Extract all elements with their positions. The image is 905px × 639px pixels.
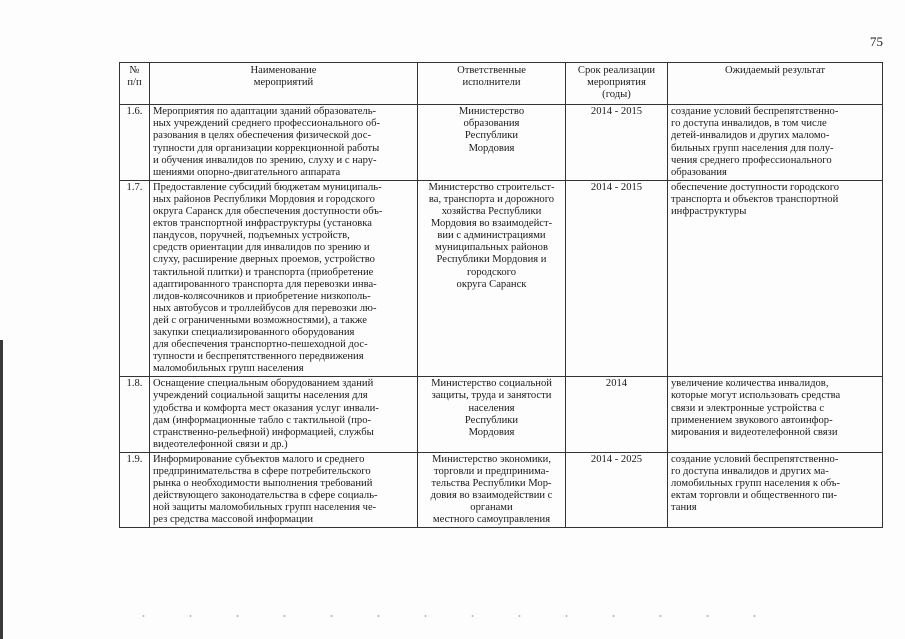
expected-result: обеспечение доступности городского транспорта и объектов транспортной инфраструктуры bbox=[668, 180, 883, 377]
header-term: Срок реализации мероприятия (годы) bbox=[566, 63, 668, 105]
expected-result: создание условий беспрепятственно- го доступа инвалидов и других ма- ломобильных групп населения к объ- ектам торговли и общественного пи- тания bbox=[668, 452, 883, 528]
table-row bbox=[120, 105, 883, 181]
row-number: 1.6. bbox=[120, 105, 150, 181]
measure-name: Оснащение специальным оборудованием зданий учреждений социальной защиты населения для удобства и комфорта мест оказания услуг инвали- дам (информационные табло с тактильной (про- странственно-рельефной) информацией, службы видеотелефонной связи и др.) bbox=[150, 377, 418, 453]
responsible-executor: Министерство строительст- ва, транспорта и дорожного хозяйства Республики Мордовия во взаимодейст- вии с администрациями муниципальных районов Республики Мордовия и городского округа Саранск bbox=[418, 180, 566, 377]
responsible-executor: Министерство образования Республики Мордовия bbox=[418, 105, 566, 181]
implementation-term: 2014 - 2025 bbox=[566, 452, 668, 528]
measure-name: Мероприятия по адаптации зданий образователь- ных учреждений среднего профессионального об- разования в целях обеспечения физической дос- тупности для организации коррекционной работы и обучения инвалидов по зрению, слуху и с нару- шениями опорно-двигательного аппарата bbox=[150, 105, 418, 181]
row-number: 1.9. bbox=[120, 452, 150, 528]
header-name: Наименование мероприятий bbox=[150, 63, 418, 105]
responsible-executor: Министерство экономики, торговли и предпринима- тельства Республики Мор- довия во взаимодействии с органами местного самоуправления bbox=[418, 452, 566, 528]
header-responsible: Ответственные исполнители bbox=[418, 63, 566, 105]
implementation-term: 2014 - 2015 bbox=[566, 105, 668, 181]
scan-edge-bar bbox=[0, 340, 3, 639]
expected-result: увеличение количества инвалидов, которые могут использовать средства связи и электронные устройства с применением звукового автоинфор- мирования и видеотелефонной связи bbox=[668, 377, 883, 453]
table-header-row bbox=[120, 63, 883, 105]
row-number: 1.8. bbox=[120, 377, 150, 453]
expected-result: создание условий беспрепятственно- го доступа инвалидов, в том числе детей-инвалидов и других маломо- бильных групп населения для полу- чения среднего профессионального образования bbox=[668, 105, 883, 181]
header-result: Ожидаемый результат bbox=[668, 63, 883, 105]
implementation-term: 2014 bbox=[566, 377, 668, 453]
responsible-executor: Министерство социальной защиты, труда и занятости населения Республики Мордовия bbox=[418, 377, 566, 453]
page-number: 75 bbox=[870, 34, 883, 49]
measures-table bbox=[119, 62, 883, 528]
implementation-term: 2014 - 2015 bbox=[566, 180, 668, 377]
table-row bbox=[120, 180, 883, 377]
measure-name: Информирование субъектов малого и среднего предпринимательства в сфере потребительского рынка о необходимости выполнения требований действующего законодательства в сфере социаль- ной защиты маломобильных групп населения че- рез средства массовой информации bbox=[150, 452, 418, 528]
measure-name: Предоставление субсидий бюджетам муниципаль- ных районов Республики Мордовия и городского округа Саранск для обеспечения доступности объ- ектов транспортной инфраструктуры (установка пандусов, поручней, подъемных устройств, средств ориентации для инвалидов по зрению и слуху, расширение дверных проемов, устройство тактильной плитки) и транспорта (приобретение адаптированного транспорта для перевозки инва- лидов-колясочников и приобретение низкополь- ных автобусов и троллейбусов для перевозки лю- дей с ограниченными возможностями), а также закупки специализированного оборудования для обеспечения транспортно-пешеходной дос- тупности и беспрепятственного передвижения маломобильных групп населения bbox=[150, 180, 418, 377]
scan-artifact-dots bbox=[120, 615, 760, 617]
table-row bbox=[120, 377, 883, 453]
header-num: № п/п bbox=[120, 63, 150, 105]
table-row bbox=[120, 452, 883, 528]
row-number: 1.7. bbox=[120, 180, 150, 377]
